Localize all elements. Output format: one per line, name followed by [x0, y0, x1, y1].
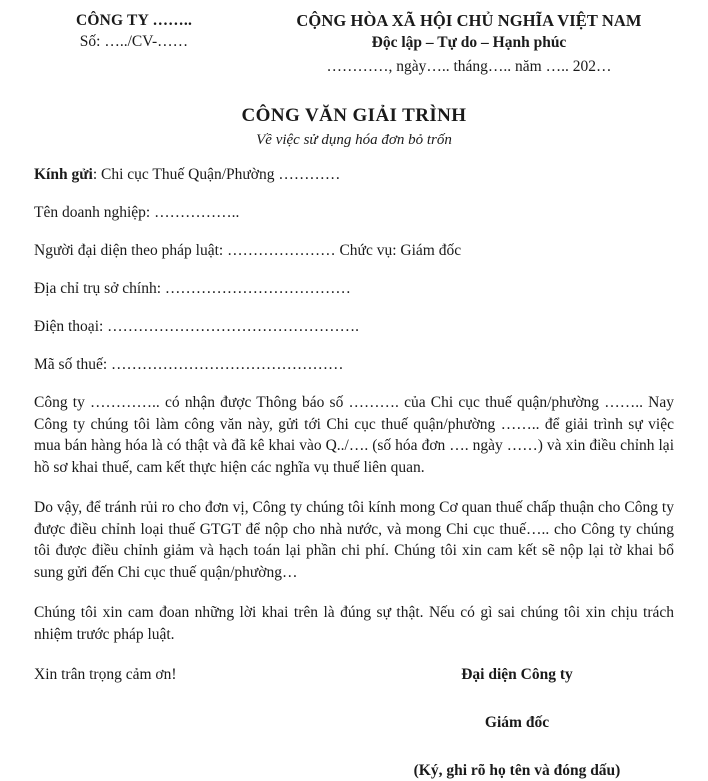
- place-and-date-line: …………, ngày….. tháng….. năm ….. 202…: [326, 58, 612, 75]
- paragraph-commitment: Chúng tôi xin cam đoan những lời khai trên là đúng sự thật. Nếu có gì sai chúng tôi xin chịu trách nhiệm trước pháp luật.: [34, 604, 674, 643]
- header-left-column: [0, 10, 258, 52]
- national-title: CỘNG HÒA XÃ HỘI CHỦ NGHĨA VIỆT NAM: [296, 11, 642, 30]
- company-name-heading: CÔNG TY ……..: [75, 12, 193, 29]
- field-legal-representative: Người đại diện theo pháp luật: ………………… Chức vụ: Giám đốc: [34, 242, 462, 259]
- signature-company-representative: Đại diện Công ty: [461, 666, 573, 683]
- field-company-name: Tên doanh nghiệp: ……………..: [34, 204, 240, 221]
- field-recipient: [34, 164, 674, 185]
- signature-position: Giám đốc: [484, 714, 550, 731]
- document-title: CÔNG VĂN GIẢI TRÌNH: [241, 105, 467, 126]
- paragraph-adjustment-request: Do vậy, để tránh rủi ro cho đơn vị, Công ty chúng tôi kính mong Cơ quan thuế chấp thuận cho Công ty được điều chỉnh loại thuế GTGT để nộp cho nhà nước, và mong Chi cục thuế….. cho Công ty chúng tôi được điều chỉnh giảm và hạch toán lại phần chi phí. Chúng tôi xin cam kết sẽ nộp lại tờ khai bổ sung gửi đến Chi cục thuế quận/phường…: [34, 499, 674, 581]
- title-block: [0, 104, 708, 151]
- header-right-column: [258, 10, 698, 78]
- signature-block: [352, 664, 682, 781]
- document-body: [34, 164, 674, 686]
- paragraph-notification-explanation: Công ty ………….. có nhận được Thông báo số ………. của Chi cục thuế quận/phường …….. Nay Công ty chúng tôi làm công văn này, gửi tới Chi cục thuế quận/phường …….. để giải trình sự việc mua bán hàng hóa là có thật và đã kê khai vào Q../…. (số hóa đơn …. ngày ……) và xin điều chỉnh lại hồ sơ khai thuế, cam kết thực hiện các nghĩa vụ thuế liên quan.: [34, 394, 674, 476]
- field-tax-code: Mã số thuế: ………………………………………: [34, 356, 344, 373]
- field-recipient-label: Kính gửi: [34, 166, 93, 183]
- national-motto: Độc lập – Tự do – Hạnh phúc: [371, 34, 567, 51]
- document-subtitle: Về việc sử dụng hóa đơn bỏ trốn: [256, 132, 452, 148]
- field-recipient-value: : Chi cục Thuế Quận/Phường …………: [92, 166, 341, 183]
- document-header: [0, 10, 708, 78]
- signature-spacer-bottom: [352, 733, 682, 760]
- document-number: Số: …../CV-……: [79, 33, 189, 50]
- signature-instruction: (Ký, ghi rõ họ tên và đóng dấu): [413, 762, 621, 779]
- signature-spacer-top: [352, 685, 682, 712]
- field-phone: Điện thoại: ………………………………………….: [34, 318, 360, 335]
- paragraph-thanks: Xin trân trọng cảm ơn!: [34, 666, 177, 683]
- field-head-office-address: Địa chỉ trụ sở chính: ………………………………: [34, 280, 351, 297]
